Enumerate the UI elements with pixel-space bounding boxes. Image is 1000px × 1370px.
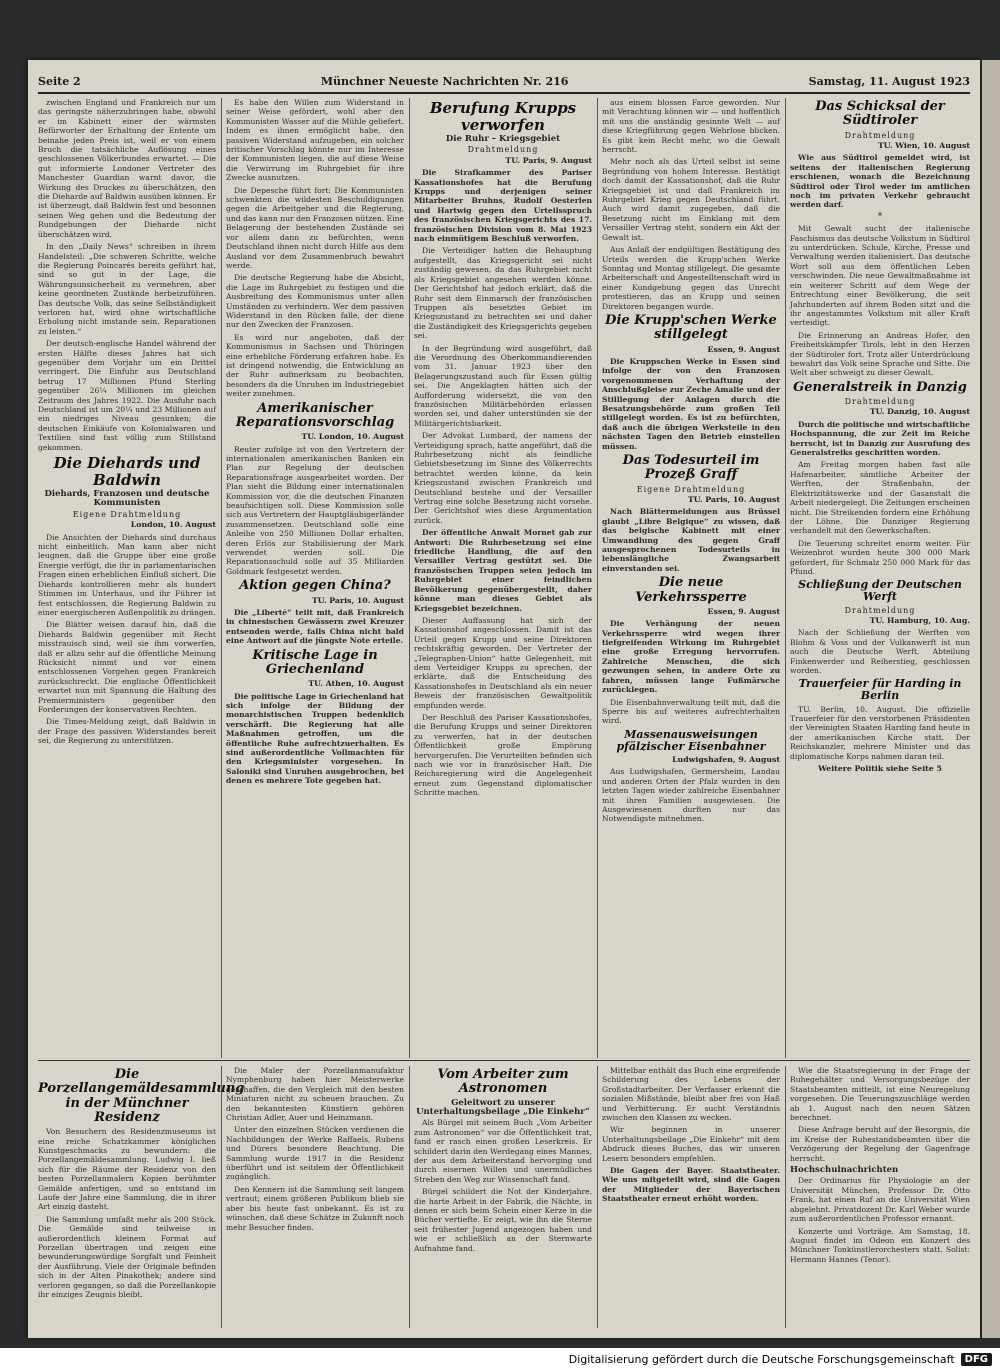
- page-number: Seite 2: [38, 74, 81, 88]
- place-date: TU. Paris, 9. August: [505, 155, 592, 165]
- headline: Trauerfeier für Harding in Berlin: [798, 677, 962, 703]
- headline: Die neue Verkehrssperre: [635, 575, 747, 605]
- article-text: In der Begründung wird ausgeführt, daß die Verordnung des Oberkommandierenden vom 31. Januar 1923 über den Belagerungszustand auch für Essen gültig sei. Die Angeklagten hätten sich der Aufforderung widersetzt, die von den französischen Militärbehörden erlassen worden sei, und daher unterstünden sie der Militärgerichtsbarkeit.: [414, 343, 592, 428]
- place-date: TU. Hamburg, 10. Aug.: [869, 615, 970, 625]
- place-date: Ludwigshafen, 9. August: [672, 754, 780, 764]
- article-text: TU. Berlin, 10. August. Die offizielle Trauerfeier für den verstorbenen Präsidenten der Vereinigten Staaten Harding fand heute in der amerikanischen Kirche statt. Der Reichskanzler, mehrere Minister und das diplomatische Korps nahmen daran teil.: [790, 704, 970, 761]
- bottom-column-4: [602, 1066, 780, 1328]
- article-text: Nach der Schließung der Werften von Blohm & Voss und der Vulkanwerft ist nun auch die Deutsche Werft, Abteilung Finkenwerder und Reiherstieg, geschlossen worden.: [790, 628, 970, 675]
- article-lead: Nach Blättermeldungen aus Brüssel glaubt „Libre Belgique“ zu wissen, daß das belgische Kabinett mit einer Umwandlung des gegen Graff ausgesprochenen Todesurteils in lebenslängliche Zwangsarbeit einverstanden sei.: [602, 507, 780, 573]
- headline: Generalstreik in Danzig: [793, 379, 967, 395]
- column-rule: [409, 98, 410, 1058]
- column-rule: [597, 98, 598, 1058]
- section-label: Hochschulnachrichten: [790, 1165, 899, 1176]
- article-text: Wir beginnen in unserer Unterhaltungsbeilage „Die Einkehr“ mit dem Abdruck dieses Buches, das wir unseren Lesern besonders empfehlen.: [602, 1125, 780, 1163]
- article-text: Es habe den Willen zum Widerstand in seiner Weise gefördert, wohl aber den Kommunisten Wasser auf die Mühle geliefert. Indem es ihnen ermöglicht habe, den passiven Widerstand aufzugeben, ein solcher britischer Vorschlag könnte nur im Interesse der Kommunisten liegen, die auf diese Weise die Verwirrung im Ruhrgebiet für ihre Zwecke ausnutzen.: [226, 98, 404, 183]
- dfg-logo: DFG: [961, 1353, 992, 1366]
- article-text: Reuter zufolge ist von den Vertretern der internationalen amerikanischen Banken ein Plan zur Regelung der deutschen Reparationsfrage ausgearbeitet worden. Der Plan sieht die Bildung einer internationalen Kommission vor, die die deutschen Finanzen beaufsichtigen soll. Diese Kommission solle sich aus Vertretern der Hauptgläubigerländer zusammensetzen. Deutschland solle eine Anleihe von 250 Millionen Dollar erhalten, deren Erlös zur Stabilisierung der Mark verwendet werden soll. Die Reparationsschuld solle auf 35 Milliarden Goldmark festgesetzt werden.: [226, 444, 404, 576]
- issue-date: Samstag, 11. August 1923: [808, 74, 970, 88]
- separator-star: *: [877, 211, 883, 222]
- newspaper-title: Münchner Neueste Nachrichten Nr. 216: [320, 74, 569, 88]
- article-text: Die Times-Meldung zeigt, daß Baldwin in der Frage des passiven Widerstandes bereit sei, die Regierung zu unterstützen.: [38, 717, 216, 746]
- column-rule: [409, 1066, 410, 1328]
- article-text: Der deutsch-englische Handel während der ersten Hälfte dieses Jahres hat sich gegenüber dem Vorjahr um ein Drittel verringert. Die Einfuhr aus Deutschland betrug 17 Millionen Pfund Sterling gegenüber 26¼ Millionen im gleichen Zeitraum des Jahres 1922. Die Ausfuhr nach Deutschland ist um 20¼ und 23 Millionen auf ein niedriges Niveau gesunken; die deutschen Einkäufe von Kolonialwaren und Textilien sind fast völlig zum Stillstand gekommen.: [38, 339, 216, 452]
- article-text: zwischen England und Frankreich nur um das geringste näherzubringen habe, obwohl er im Kabinett einer der wärmsten Befürworter der Erhaltung der Entente um beinahe jeden Preis ist, weil er von einem Bruch die tatsächliche Auflösung eines geschlossenen Völkerbundes erwartet. — Die gut informierte Londoner Vertreter des Manchester Guardian warnt davor, die Wirkung des Druckes zu überschätzen, den die Dieharde auf Baldwin ausüben können. Er ist überzeugt, daß Baldwin fest und besonnen seinen Weg gehen und die Bedeutung der Rundgebungen der Dieharde nicht überschätzen wird.: [38, 98, 216, 239]
- article-text: Es wird nur angeboten, daß der Kommunismus in Sachsen und Thüringen eine erhebliche Förderung erfahren habe. Es ist dringend notwendig, die Entwicklung an der Ruhr aufmerksam zu beobachten, besonders da die Unruhen im Industriegebiet weiter zunehmen.: [226, 332, 404, 399]
- place-date: TU. Danzig, 10. August: [869, 407, 970, 417]
- article-text: Die politische Lage in Griechenland hat sich infolge der Bildung der monarchistischen Truppen bedenklich verschärft. Die Regierung hat alle Maßnahmen getroffen, um die öffentliche Ruhe aufrechtzuerhalten. Es sind außerordentliche Vollmachten für den Kriegsminister vorgesehen. In Saloniki sind Unruhen ausgebrochen, bei denen es mehrere Tote gegeben hat.: [226, 691, 404, 786]
- subheadline: Diehards, Franzosen und deutsche Kommunisten: [44, 489, 210, 509]
- place-date: TU. Paris, 10. August: [311, 595, 404, 605]
- column-rule: [785, 98, 786, 1058]
- article-text: Aus Ludwigshafen, Germersheim, Landau und anderen Orten der Pfalz wurden in den letzten Tagen wieder zahlreiche Eisenbahner mit ihren Familien ausgewiesen. Die Ausgewiesenen durften nur das Notwendigste mitnehmen.: [602, 767, 780, 824]
- column-1: [38, 98, 216, 1058]
- place-date: TU. London, 10. August: [301, 432, 404, 442]
- dateline: Drahtmeldung: [467, 145, 539, 155]
- column-rule: [785, 1066, 786, 1328]
- place-date: London, 10. August: [130, 520, 216, 530]
- headline: Aktion gegen China?: [239, 578, 391, 594]
- article-text: Dieser Auffassung hat sich der Kassationshof angeschlossen. Damit ist das Urteil gegen Krupp und seine Direktoren rechtskräftig geworden. Der Vertreter der „Telegraphen-Union“ hatte Gelegenheit, mit dem Verteidiger Krupps zu sprechen, der erklärte, daß die Entscheidung des Kassationshofes in Deutschland als ein neuer Beweis der französischen Gewaltpolitik empfunden werde.: [414, 615, 592, 710]
- article-text: Mehr noch als das Urteil selbst ist seine Begründung von hohem Interesse. Bestätigt doch damit der Kassationshof, daß die Ruhr Kriegsgebiet ist und daß Frankreich im Ruhrgebiet Krieg gegen Deutschland führt. Auch wird damit zugegeben, daß die Besetzung nicht im Einklang mit dem Versailler Vertrag steht, sondern ein Akt der Gewalt ist.: [602, 157, 780, 242]
- bottom-column-3: [414, 1066, 592, 1328]
- article-text: Der Ordinarius für Physiologie an der Universität München, Professor Dr. Otto Frank, hat einen Ruf an die Universität Wien abgelehnt. Privatdozent Dr. Karl Weber wurde zum außerordentlichen Professor ernannt.: [790, 1176, 970, 1224]
- headline: Amerikanischer Reparationsvorschlag: [235, 400, 395, 430]
- page-header: [38, 72, 970, 90]
- bottom-column-1: [38, 1066, 245, 1328]
- dateline: Eigene Drahtmeldung: [72, 509, 182, 519]
- article-text: Die Maler der Porzellanmanufaktur Nymphenburg haben hier Meisterwerke geschaffen, die den Vergleich mit den besten Miniaturen nicht zu scheuen brauchen. Zu den bekanntesten Künstlern gehören Christian Adler, Auer und Heinzmann.: [226, 1066, 404, 1123]
- subheadline: Die Ruhr – Kriegsgebiet: [445, 134, 561, 144]
- adjacent-page-edge: [982, 60, 1000, 1338]
- column-rule: [597, 1066, 598, 1328]
- article-text: Die Erinnerung an Andreas Hofer, den Freiheitskämpfer Tirols, lebt in den Herzen der Südtiroler fort. Trotz aller Unterdrückung bewahrt das Volk seine Sprache und Sitte. Die Welt aber schweigt zu dieser Gewalt.: [790, 330, 970, 378]
- headline: Berufung Krupps verworfen: [429, 99, 577, 134]
- headline: Das Todesurteil im Prozeß Graff: [622, 453, 760, 483]
- headline: Massenausweisungen pfälzischer Eisenbahner: [616, 727, 766, 753]
- dateline: Drahtmeldung: [844, 397, 916, 407]
- article-text: Als Bürgel mit seinem Buch „Vom Arbeiter zum Astronomen“ vor die Öffentlichkeit trat, fand er rasch einen großen Leserkreis. Er schildert darin den Werdegang eines Mannes, der aus dem Arbeiterstand hervorging und durch eisernen Willen und unermüdliches Streben den Weg zur Wissenschaft fand.: [414, 1118, 592, 1184]
- bottom-column-2: [226, 1066, 404, 1328]
- article-text: Die „Liberté“ teilt mit, daß Frankreich in chinesischen Gewässern zwei Kreuzer entsenden werde, falls China nicht bald eine Antwort auf die jüngste Note erteile.: [226, 607, 404, 646]
- article-text: Die Teuerung schreitet enorm weiter. Für Weizenbrot wurden heute 300 000 Mark gefordert, für Schmalz 250 000 Mark für das Pfund.: [790, 538, 970, 576]
- article-text: Unter den einzelnen Stücken verdienen die Nachbildungen der Werke Raffaels, Rubens und Dürers besondere Beachtung. Die Sammlung wurde 1917 in die Residenz überführt und ist seitdem der Öffentlichkeit zugänglich.: [226, 1125, 404, 1182]
- dateline: Eigene Drahtmeldung: [636, 484, 746, 494]
- section-rule: [38, 1060, 970, 1061]
- funding-note: Digitalisierung gefördert durch die Deutsche Forschungsgemeinschaft: [568, 1352, 955, 1366]
- article-text: Mit Gewalt sucht der italienische Faschismus das deutsche Volkstum in Südtirol zu unterdrücken. Schule, Kirche, Presse und Verwaltung werden italienisiert. Das deutsche Wort soll aus dem öffentlichen Leben verschwinden. Die neue Gewaltmaßnahme ist ein weiterer Schritt auf dem Wege der Entrechtung einer Bevölkerung, die seit Jahrhunderten auf ihrem Boden sitzt und die ihr angestammtes Volkstum mit aller Kraft verteidigt.: [790, 224, 970, 328]
- headline: Die Diehards und Baldwin: [53, 454, 201, 489]
- headline: Das Schicksal der Südtiroler: [815, 99, 945, 129]
- article-lead: Die Kruppschen Werke in Essen sind infolge der von den Franzosen vorgenommenen Verhaftung der Anschlußgleise zur Zeche Amalie und der Stilllegung der Anlagen durch die Besatzungsbehörde zum großen Teil stillgelegt worden. Es ist zu befürchten, daß auch die übrigen Werksteile in den nächsten Tagen den Betrieb einstellen müssen.: [602, 356, 780, 451]
- article-text: Die Blätter weisen darauf hin, daß die Diehards Baldwin gegenüber mit Recht misstrauisch sind, weil sie ihm vorwerfen, daß er allzu sehr auf die öffentliche Meinung Rücksicht nimmt und vor einem entschlossenen Vorgehen gegen Frankreich zurückschreckt. Die englische Öffentlichkeit erwartet nun mit Spannung die Haltung des Premierministers gegenüber den Forderungen der konservativen Rechten.: [38, 620, 216, 714]
- column-4: [602, 98, 780, 1058]
- article-lead: Wie aus Südtirol gemeldet wird, ist seitens der italienischen Regierung erschienen, wonach die Bezeichnung Südtirol oder Tirol weder im amtlichen noch im privaten Verkehr gebraucht werden darf.: [790, 153, 970, 210]
- bottom-column-5: [790, 1066, 970, 1328]
- column-rule: [221, 98, 222, 1058]
- subheadline: Geleitwort zu unserer Unterhaltungsbeilage „Die Einkehr“: [416, 1097, 590, 1117]
- article-text: Wie die Staatsregierung in der Frage der Ruhegehälter und Versorgungsbezüge der Staatsbeamten mitteilt, ist eine Neuregelung vorgesehen. Die Teuerungszuschläge werden ab 1. August nach den neuen Sätzen berechnet.: [790, 1066, 970, 1123]
- place-date: Essen, 9. August: [707, 606, 780, 616]
- article-text: Die Ansichten der Diehards sind durchaus nicht einheitlich. Man kann aber nicht leugnen, daß die Gruppe über eine große Energie verfügt, die ihr in parlamentarischen Fragen einen erheblichen Einfluß sichert. Die Diehards kontrollieren mehr als hundert Stimmen im Unterhaus, und ihr Führer ist fest entschlossen, die Regierung Baldwin zu einer energischeren Außenpolitik zu drängen.: [38, 532, 216, 617]
- header-rule: [38, 92, 970, 94]
- column-3: [414, 98, 592, 1058]
- article-lead: Die Strafkammer des Pariser Kassationshofes hat die Berufung Krupps und derjenigen seiner Mitarbeiter Bruhns, Rudolf Oesterlen und Hartwig gegen den Urteilsspruch des französischen Kriegsgerichts des 17. französischen Division vom 8. Mai 1923 nach einmütigem Beschluß verworfen.: [414, 168, 592, 244]
- article-text: Die Gagen der Bayer. Staatstheater. Wie uns mitgeteilt wird, sind die Gagen der Mitglieder der Bayerischen Staatstheater erneut erhöht worden.: [602, 1166, 780, 1204]
- column-5: [790, 98, 970, 1058]
- article-text: Diese Anfrage beruht auf der Besorgnis, die im Kreise der Ruhestandsbeamten über die Verzögerung der Regelung der Gagenfrage herrscht.: [790, 1125, 970, 1163]
- article-text: Mittelbar enthält das Buch eine ergreifende Schilderung des Lebens der Großstadtarbeiter. Der Verfasser erkennt die sozialen Mißstände, bleibt aber frei von Haß und Verbitterung. Er sucht Verständnis zwischen den Klassen zu wecken.: [602, 1066, 780, 1123]
- article-text: aus einem blossen Farce geworden. Nur mit Verachtung können wir — und hoffentlich mit uns die anständig gesinnte Welt — auf diese Kriegführung gegen Wehrlose blicken. Es gibt kein Recht mehr, wo die Gewalt herrscht.: [602, 98, 780, 155]
- headline: Die Porzellangemäldesammlung in der Münchner Residenz: [38, 1067, 245, 1125]
- column-2: [226, 98, 404, 1058]
- article-text: Von Besuchern des Residenzmuseums ist eine reiche Schatzkammer königlichen Kunstgeschmacks zu bewundern: die Porzellangemäldesammlung. Ludwig I. ließ sich für die Räume der Residenz von den besten Porzellanmalern Kopien berühmter Gemälde anfertigen, und so entstand im Laufe der Jahre eine Sammlung, die in ihrer Art einzig dasteht.: [38, 1127, 216, 1212]
- headline: Vom Arbeiter zum Astronomen: [437, 1067, 569, 1097]
- article-text: Der Advokat Lumbard, der namens der Verteidigung sprach, hatte angeführt, daß die Ruhrbesetzung nicht als feindliche Gebietsbesetzung im Sinne des Völkerrechts betrachtet werden könne, da kein Kriegszustand zwischen Frankreich und Deutschland bestehe und der Versailler Vertrag eine solche Besetzung nicht vorsehe. Der Gerichtshof wies diese Argumentation zurück.: [414, 431, 592, 525]
- place-date: TU. Paris, 10. August: [687, 495, 780, 504]
- article-text: Die Eisenbahnverwaltung teilt mit, daß die Sperre bis auf weiteres aufrechterhalten wird.: [602, 697, 780, 726]
- headline: Kritische Lage in Griechenland: [252, 647, 378, 677]
- article-text: Der öffentliche Anwalt Mornet gab zur Antwort: Die Ruhrbesetzung sei eine friedliche Handlung, die auf den Versailler Vertrag gestützt sei. Die französischen Truppen seien jedoch im Ruhrgebiet einer feindlichen Bevölkerung gegenübergestellt, daher könne man dieses Gebiet als Kriegsgebiet bezeichnen.: [414, 528, 592, 613]
- headline: Schließung der Deutschen Werft: [798, 578, 962, 604]
- article-text: Am Freitag morgen haben fast alle Hafenarbeiter, sämtliche Arbeiter der Werften, der Straßenbahn, der Elektrizitätswerke und der Gasanstalt die Arbeit niedergelegt. Die Zeitungen erscheinen nicht. Die Streikenden fordern eine Erhöhung der Löhne. Die Danziger Regierung verhandelt mit den Gewerkschaften.: [790, 460, 970, 536]
- article-text: Bürgel schildert die Not der Kinderjahre, die harte Arbeit in der Fabrik, die Nächte, in denen er sich beim Schein einer Kerze in die Bücher vertiefte. Er zeigt, wie ihn die Sterne seit frühester Jugend angezogen haben und wie er schließlich an der Sternwarte Aufnahme fand.: [414, 1187, 592, 1253]
- article-text: Die Depesche führt fort: Die Kommunisten schwenkten die wildesten Beschuldigungen gegen die Arbeitgeber und die Regierung, und das kann nur den Franzosen nützen. Eine Belagerung der bestehenden Zustände sei vor allem dann zu befürchten, wenn Deutschland ihnen nicht durch Hilfe aus dem Ausland vor dem Zusammenbruch bewahrt werde.: [226, 185, 404, 270]
- article-lead: Die Verhängung der neuen Verkehrssperre wird wegen ihrer tiefgreifenden Wirkung im Ruhrgebiet eine große Erregung hervorrufen. Zahlreiche Menschen, die sich gezwungen sehen, in andere Orte zu fahren, müssen lange Fußmärsche zurücklegen.: [602, 619, 780, 695]
- article-text: Die Sammlung umfaßt mehr als 200 Stück. Die Gemälde sind teilweise in außerordentlich kleinem Format auf Porzellan übertragen und zeigen eine bewunderungswürdige Sorgfalt und Feinheit der Ausführung. Viele der Originale befinden sich in der Alten Pinakothek; andere sind verloren gegangen, so daß die Porzellankopie ihr einziges Zeugnis bleibt.: [38, 1214, 216, 1300]
- place-date: Essen, 9. August: [707, 344, 780, 354]
- dateline: Drahtmeldung: [844, 130, 916, 140]
- article-text: Konzerte und Vorträge. Am Samstag, 18. August findet im Odeon ein Konzert des Münchner Tonkünstlerorchesters statt. Solist: Hermann Hannes (Tenor).: [790, 1226, 970, 1264]
- article-text: In den „Daily News“ schreiben in ihrem Handelsteil: „Die schweren Schritte, welche die Regierung Poincarés bereits geführt hat, sind so gut in der Lage, die Währungsunsicherheit zu vermehren, aber keine geordneten Zustände herbeizuführen. Das deutsche Volk, das seine Selbständigkeit verloren hat, wird ohne wirtschaftliche Erholung nicht imstande sein, Reparationen zu leisten.“: [38, 242, 216, 336]
- place-date: TU. Athen, 10. August: [308, 679, 404, 689]
- article-text: Den Kennern ist die Sammlung seit langem vertraut; einem größeren Publikum blieb sie aber bis heute fast unbekannt. Es ist zu wünschen, daß diese Schätze in Zukunft noch mehr Besucher finden.: [226, 1184, 404, 1232]
- place-date: TU. Wien, 10. August: [877, 141, 970, 150]
- dateline: Drahtmeldung: [844, 605, 916, 615]
- article-text: Aus Anlaß der endgültigen Bestätigung des Urteils werden die Krupp'schen Werke Sonntag und Montag stillgelegt. Die gesamte Arbeiterschaft und Angestelltenschaft wird in einer Kundgebung gegen das Unrecht protestieren, das an Krupp und seinen Direktoren begangen wurde.: [602, 245, 780, 311]
- article-text: Die deutsche Regierung habe die Absicht, die Lage im Ruhrgebiet zu festigen und die Ausbreitung des Kommunismus unter allen Umständen zu verhindern. Wer dem passiven Widerstand in den Rücken falle, der diene nur den Zwecken der Franzosen.: [226, 273, 404, 330]
- headline: Die Krupp'schen Werke stillgelegt: [605, 312, 777, 343]
- article-lead: Durch die politische und wirtschaftliche Hochspannung, die zur Zeit im Reiche herrscht, ist in Danzig zur Ausrufung des Generalstreiks geschritten worden.: [790, 419, 970, 458]
- article-text: Die Verteidiger hatten die Behauptung aufgestellt, das Kriegsgericht sei nicht zuständig gewesen, da das Ruhrgebiet nicht als Kriegsgebiet angesehen werden könne. Der Gerichtshof hat jedoch erklärt, daß die Ruhr seit dem Einmarsch der französischen Truppen als besetztes Gebiet im Kriegszustand zu betrachten sei und daher die Zuständigkeit des Kriegsgerichts gegeben sei.: [414, 246, 592, 341]
- digitization-footer: [0, 1348, 1000, 1370]
- article-text: Der Beschluß des Pariser Kassationshofes, die Berufung Krupps und seiner Direktoren zu verwerfen, hat in der deutschen Öffentlichkeit große Empörung hervorgerufen. Die Verurteilten befinden sich nach wie vor in französischer Haft. Die Reichsregierung wird die Angelegenheit erneut zum Gegenstand diplomatischer Schritte machen.: [414, 712, 592, 798]
- newspaper-page: [28, 60, 980, 1338]
- column-rule: [221, 1066, 222, 1328]
- continued-note: Weitere Politik siehe Seite 5: [818, 764, 942, 774]
